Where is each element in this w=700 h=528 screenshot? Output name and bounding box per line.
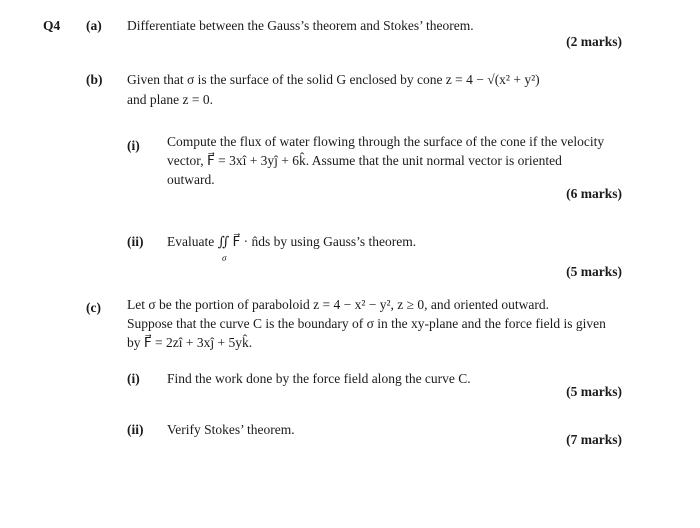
part-b-i-line1: Compute the flux of water flowing through the surface of the cone if the velocity (167, 134, 605, 149)
integral-subscript: σ (222, 253, 227, 263)
part-b-i-line2: vector, F⃗ = 3xî + 3yĵ + 6k̂. Assume that the unit normal vector is oriented (167, 153, 562, 168)
part-c-line1: Let σ be the portion of paraboloid z = 4 − x² − y², z ≥ 0, and oriented outward. (127, 297, 550, 312)
part-c-ii-marks: (7 marks) (566, 432, 622, 447)
part-b-i-label: (i) (127, 138, 140, 153)
part-b-i-marks: (6 marks) (566, 186, 622, 201)
part-a-marks: (2 marks) (566, 34, 622, 49)
part-b-ii-label: (ii) (127, 234, 144, 249)
part-a-label: (a) (86, 18, 102, 33)
part-b-i-line3: outward. (167, 172, 215, 187)
part-b-ii-text: Evaluate ∬ F⃗ · n̂ds by using Gauss’s theorem. (167, 234, 417, 249)
part-b-ii-marks: (5 marks) (566, 264, 622, 279)
part-c-label: (c) (86, 300, 101, 315)
part-c-line2: Suppose that the curve C is the boundary of σ in the xy-plane and the force field is given (127, 316, 606, 331)
part-c-i-text: Find the work done by the force field along the curve C. (167, 371, 471, 386)
part-c-i-label: (i) (127, 371, 140, 386)
part-c-ii-text: Verify Stokes’ theorem. (167, 422, 295, 437)
part-b-label: (b) (86, 72, 103, 87)
part-b-line1: Given that σ is the surface of the solid G enclosed by cone z = 4 − √(x² + y²) (127, 72, 540, 87)
part-b-line2: and plane z = 0. (127, 92, 213, 107)
question-number: Q4 (43, 18, 61, 33)
part-a-text: Differentiate between the Gauss’s theorem and Stokes’ theorem. (127, 18, 474, 33)
part-c-line3: by F⃗ = 2zî + 3xĵ + 5yk̂. (127, 335, 253, 350)
part-c-ii-label: (ii) (127, 422, 144, 437)
part-c-i-marks: (5 marks) (566, 384, 622, 399)
